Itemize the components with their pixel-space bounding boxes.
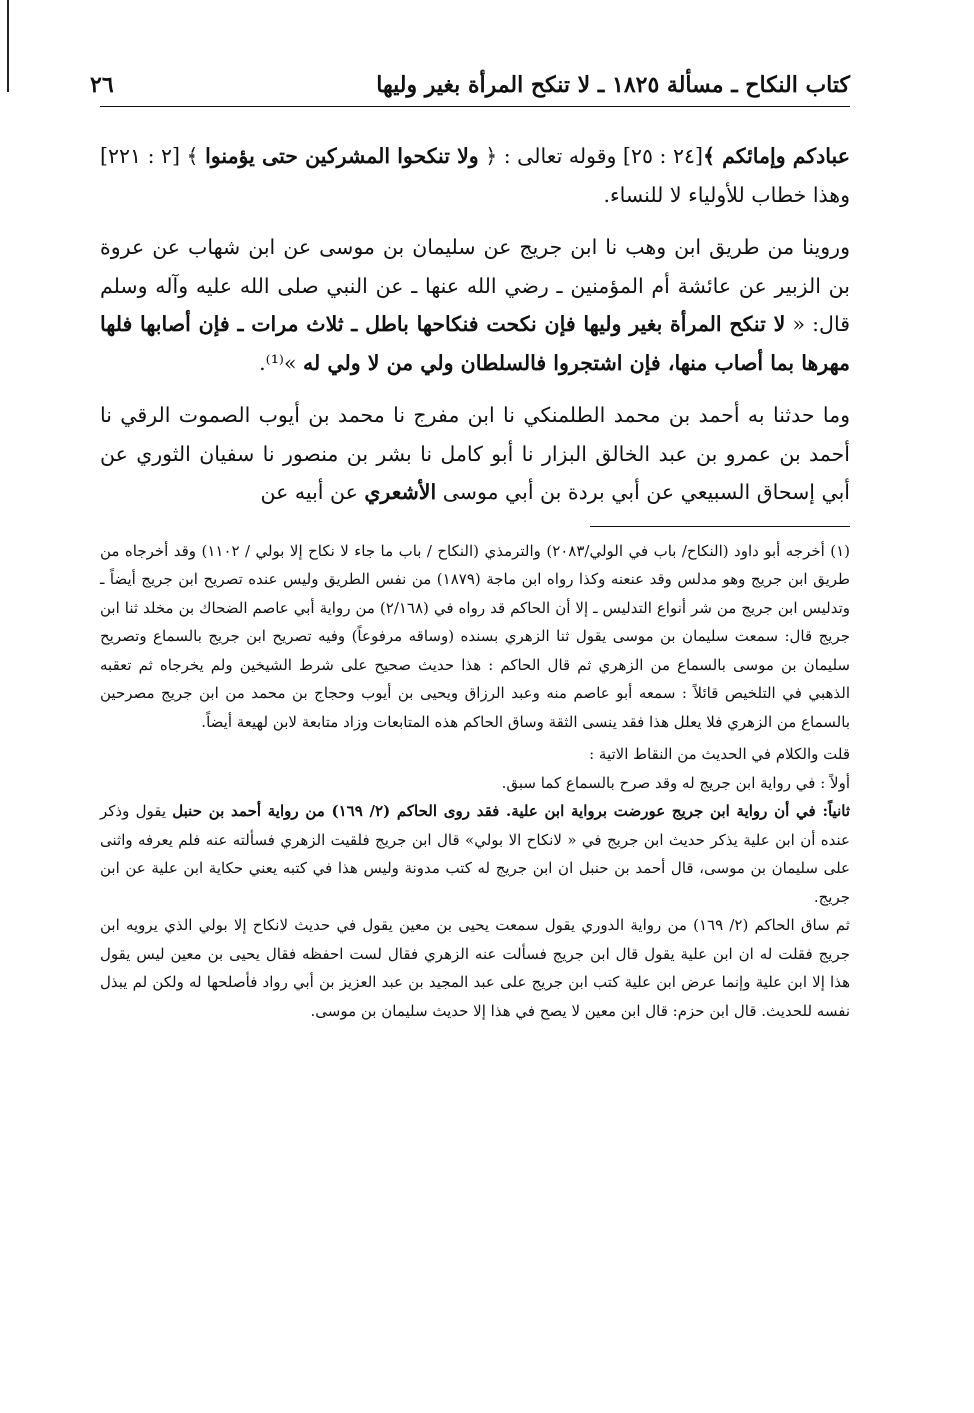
footnote-divider — [590, 526, 850, 527]
text-run: ﴾ [٢ : ٢٢١] وهذا خطاب للأولياء لا للنساء. — [100, 144, 850, 207]
text-run: [٢٤ : ٢٥] وقوله تعالى : ﴿ — [478, 144, 703, 168]
text-run: عن أبيه عن — [260, 480, 365, 504]
footnote-point-2 — [100, 797, 850, 911]
text-run: يقول وذكر عنده أن ابن علية يذكر حديث ابن جريج في « لانكاح الا بولي» قال ابن جريج فلقيت الزهري فسألته عنه فلم يعرفه واثنى على سليمان بن موسى، قال أحمد بن حنبل ان ابن جريج له كتب مدونة وليس هذا في كتبه يعني حكاية ابن علية عن ابن جريج. — [100, 802, 850, 906]
page-edge-mark — [7, 0, 9, 92]
header-title: كتاب النكاح ـ مسألة ١٨٢٥ ـ لا تنكح المرأة بغير وليها — [376, 72, 850, 98]
emphasized-name: الأشعري — [364, 480, 437, 504]
footnote-point-1: أولاً : في رواية ابن جريج له وقد صرح بالسماع كما سبق. — [501, 773, 850, 792]
footnote-point-3: ثم ساق الحاكم (٢/ ١٦٩) من رواية الدوري يقول سمعت يحيى بن معين يقول في حديث لانكاح إلا بولي الذي يرويه ابن جريج فقلت له ان ابن علية يقول قال ابن جريج فسألت عنه الزهري فقال لست احفظه فقال يحيى بن معين ليس يقول هذا إلا ابن علية وإنما عرض ابن علية كتب ابن جريج على عبد المجيد بن عبد العزيز بن أبي رواد فأصلحها له ولكن لم يبذل نفسه للحديث. قال ابن حزم: قال ابن معين لا يصح في هذا إلا حديث سليمان بن موسى. — [100, 916, 850, 1020]
footnote-intro: قلت والكلام في الحديث من النقاط الاتية : — [589, 745, 850, 763]
footnote-bold-run: ثانياً: في أن رواية ابن جريج عورضت برواية ابن علية. فقد روى الحاكم (٢/ ١٦٩) من رواية أحمد بن حنبل — [172, 802, 850, 820]
paragraph-1 — [100, 137, 850, 214]
header-divider — [100, 106, 850, 107]
main-text — [100, 137, 850, 512]
footnotes — [100, 537, 850, 1026]
hadith-text: لا تنكح المرأة بغير وليها فإن نكحت فنكاحها باطل ـ ثلاث مرات ـ فإن أصابها فلها مهرها بما أصاب منها، فإن اشتجروا فالسلطان ولي من لا ولي له — [100, 312, 850, 375]
running-header — [90, 70, 850, 104]
text-run: وروينا من طريق ابن وهب نا ابن جريج عن سليمان بن موسى عن ابن شهاب عن عروة بن الزبير عن عائشة أم المؤمنين ـ رضي الله عنها ـ عن النبي صلى الله عليه وآله وسلم قال: « — [100, 235, 850, 336]
quran-quote: ولا تنكحوا المشركين حتى يؤمنوا — [205, 144, 479, 168]
text-run: وما حدثنا به أحمد بن محمد الطلمنكي نا ابن مفرج نا محمد بن أيوب الصموت الرقي نا أحمد بن عمرو بن عبد الخالق البزار نا أبو كامل نا بشر بن منصور نا سفيان الثوري عن أبي إسحاق السبيعي عن أبي بردة بن أبي موسى — [100, 403, 850, 504]
book-page — [90, 70, 851, 1025]
paragraph-2 — [100, 228, 850, 382]
footnote-1: (١) أخرجه أبو داود (النكاح/ باب في الولي/٢٠٨٣) والترمذي (النكاح / باب ما جاء لا نكاح إلا بولي / ١١٠٢) وقد أخرجاه من طريق ابن جريج وهو مدلس وقد عنعنه وكذا رواه ابن ماجة (١٨٧٩) من نفس الطريق وليس عنده تصريح ابن جريج أيضاً ـ وتدليس ابن جريج من شر أنواع التدليس ـ إلا أن الحاكم قد رواه في (٢/١٦٨) من رواية أبي عاصم الضحاك بن مخلد ثنا ابن جريج قال: سمعت سليمان بن موسى يقول ثنا الزهري بسنده (وساقه مرفوعاً) وفيه تصريح ابن جريج بالسماع وتصريح سليمان بن موسى بالسماع من الزهري ثم قال الحاكم : هذا حديث صحيح على شرط الشيخين ولم يخرجاه ثم تعقبه الذهبي في التلخيص قائلاً : سمعه أبو عاصم منه وعبد الرزاق ويحيى بن أيوب وحجاج بن محمد من ابن جريج مصرحين بالسماع من الزهري فلا يعلل هذا فقد ينسى الثقة وساق الحاكم هذه المتابعات وزاد متابعة لابن لهيعة أيضاً. — [100, 541, 851, 731]
paragraph-3 — [100, 396, 850, 512]
quran-quote: عبادكم وإمائكم ﴾ — [702, 144, 850, 168]
text-run: »⁽¹⁾. — [259, 350, 303, 375]
page-number: ٢٦ — [90, 72, 114, 98]
